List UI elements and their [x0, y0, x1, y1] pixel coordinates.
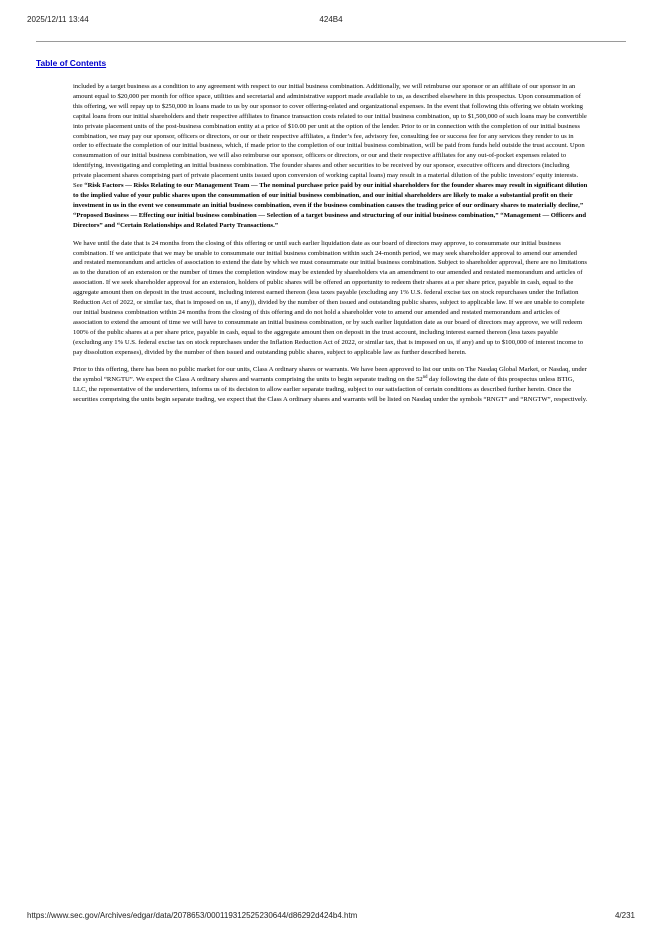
paragraph-compensation-text: included by a target business as a condition to any agreement with respect to our initial business combination. Additionally, we will reimburse our sponsor or an affiliate of our sponsor in an amount equal to $20,000 per month for office space, utilities and secretarial and administrative support made available to us, as described elsewhere in this prospectus. Upon consummation of this offering, we will repay up to $250,000 in loans made to us by our sponsor to cover offering-related and organizational expenses. In the event that following this offering we obtain working capital loans from our initial shareholders and their respective affiliates to finance transaction costs related to our initial business combination, up to $1,500,000 of such loans may be convertible into private placement units of the post-business combination entity at a price of $10.00 per unit at the option of the lender. Prior to or in connection with the completion of our initial business combination, we may pay our sponsor, officers or directors, or our or their respective affiliates, a finder’s fee, advisory fee, consulting fee or success fee for any services they render to us in order to effectuate the completion of our initial business, which, if made prior to the completion of our initial business combination, will be paid from funds held outside the trust account. Upon consummation of our initial business combination, we will also reimburse our sponsor, officers or directors, or our and their respective affiliates for any out-of-pocket expenses related to identifying, investigating and completing an initial business combination. The founder shares and other securities to be received by our sponsor, executive officers and directors (including private placement shares comprising part of private placement units issued upon conversion of working capital loans) may result in a material dilution of the public investors’ equity interests. See [73, 83, 587, 190]
paragraph-business-combination-deadline: We have until the date that is 24 months from the closing of this offering or until such earlier liquidation date as our board of directors may approve, to consummate our initial business combination. If we anticipate that we may be unable to consummate our initial business combination within such 24-month period, we may seek shareholder approval to amend our amended and restated memorandum and articles of association to extend the date by which we must consummate our initial business combination. Subject to shareholder approval, there are no limitations as to the duration of an extension or the number of times the completion window may be extended by shareholders via an amendment to our amended and restated memorandum and articles of association. If we seek shareholder approval for an extension, holders of public shares will be offered an opportunity to redeem their shares at a per share price, payable in cash, equal to the aggregate amount then on deposit in the trust account, including interest earned thereon (less taxes payable (excluding any 1% U.S. federal excise tax on stock repurchases under the Inflation Reduction Act of 2022, or similar tax, that is imposed on us, if any)), divided by the number of then issued and outstanding public shares, subject to applicable law. If we are unable to complete our initial business combination within 24 months from the closing of this offering and do not hold a shareholder vote to amend our amended and restated memorandum and articles of association to extend the amount of time we will have to consummate an initial business combination, or by such earlier liquidation date as our board of directors may approve, we will redeem 100% of the public shares at a per share price, payable in cash, equal to the aggregate amount then on deposit in the trust account, including interest earned thereon (less taxes payable (excluding any 1% U.S. federal excise tax on stock repurchases under the Inflation Reduction Act of 2022, or similar tax, that is imposed on us, if any) and up to $100,000 of interest income to pay dissolution expenses), divided by the number of then issued and outstanding public shares, subject to applicable law as further described herein. [73, 239, 587, 356]
ordinal-suffix: nd [422, 375, 428, 381]
cross-reference-bold: “Risk Factors — Risks Relating to our Management Team — The nominal purchase price paid by our initial shareholders for the founder shares may result in significant dilution to the implied value of your public shares upon the consummation of our initial business combination, and our initial shareholders are likely to make a substantial profit on their investment in us in the event we consummate an initial business combination, even if the business combination causes the trading price of our ordinary shares to materially decline,” “Proposed Business — Effecting our initial business combination — Selection of a target business and structuring of our initial business combination,” “Management — Officers and Directors” and “Certain Relationships and Related Party Transactions.” [73, 182, 588, 229]
table-of-contents-link[interactable]: Table of Contents [36, 58, 107, 68]
listing-text-1: Prior to this offering, there has been no public market for our units, Class A ordinary shares or warrants. We have been approved to list our units on The Nasdaq Global Market, or Nasdaq, under the symbol “RNGTU”. We expect the Class A ordinary shares and warrants comprising the units to begin separate trading on the 52 [73, 366, 587, 384]
listing-text-2: day following the date of this prospectus unless BTIG, LLC, the representative of the underwriters, informs us of its decision to allow earlier separate trading, subject to our satisfaction of certain conditions as described further herein. Once the securities comprising the units begin separate trading, we expect that the Class A ordinary shares and warrants will be listed on Nasdaq under the symbols “RNGT” and “RNGTW”, respectively. [73, 376, 588, 404]
print-datetime: 2025/12/11 13:44 [27, 15, 89, 24]
browser-print-footer [27, 911, 635, 920]
browser-print-header [27, 15, 635, 24]
document-body [73, 82, 588, 413]
page-url: https://www.sec.gov/Archives/edgar/data/2078653/000119312525230644/d86292d424b4.htm [27, 911, 358, 920]
document-title: 424B4 [319, 15, 343, 24]
header-divider [36, 41, 626, 42]
paragraph-nasdaq-listing [73, 365, 588, 405]
paragraph-compensation [73, 82, 588, 231]
page-number: 4/231 [614, 911, 635, 920]
